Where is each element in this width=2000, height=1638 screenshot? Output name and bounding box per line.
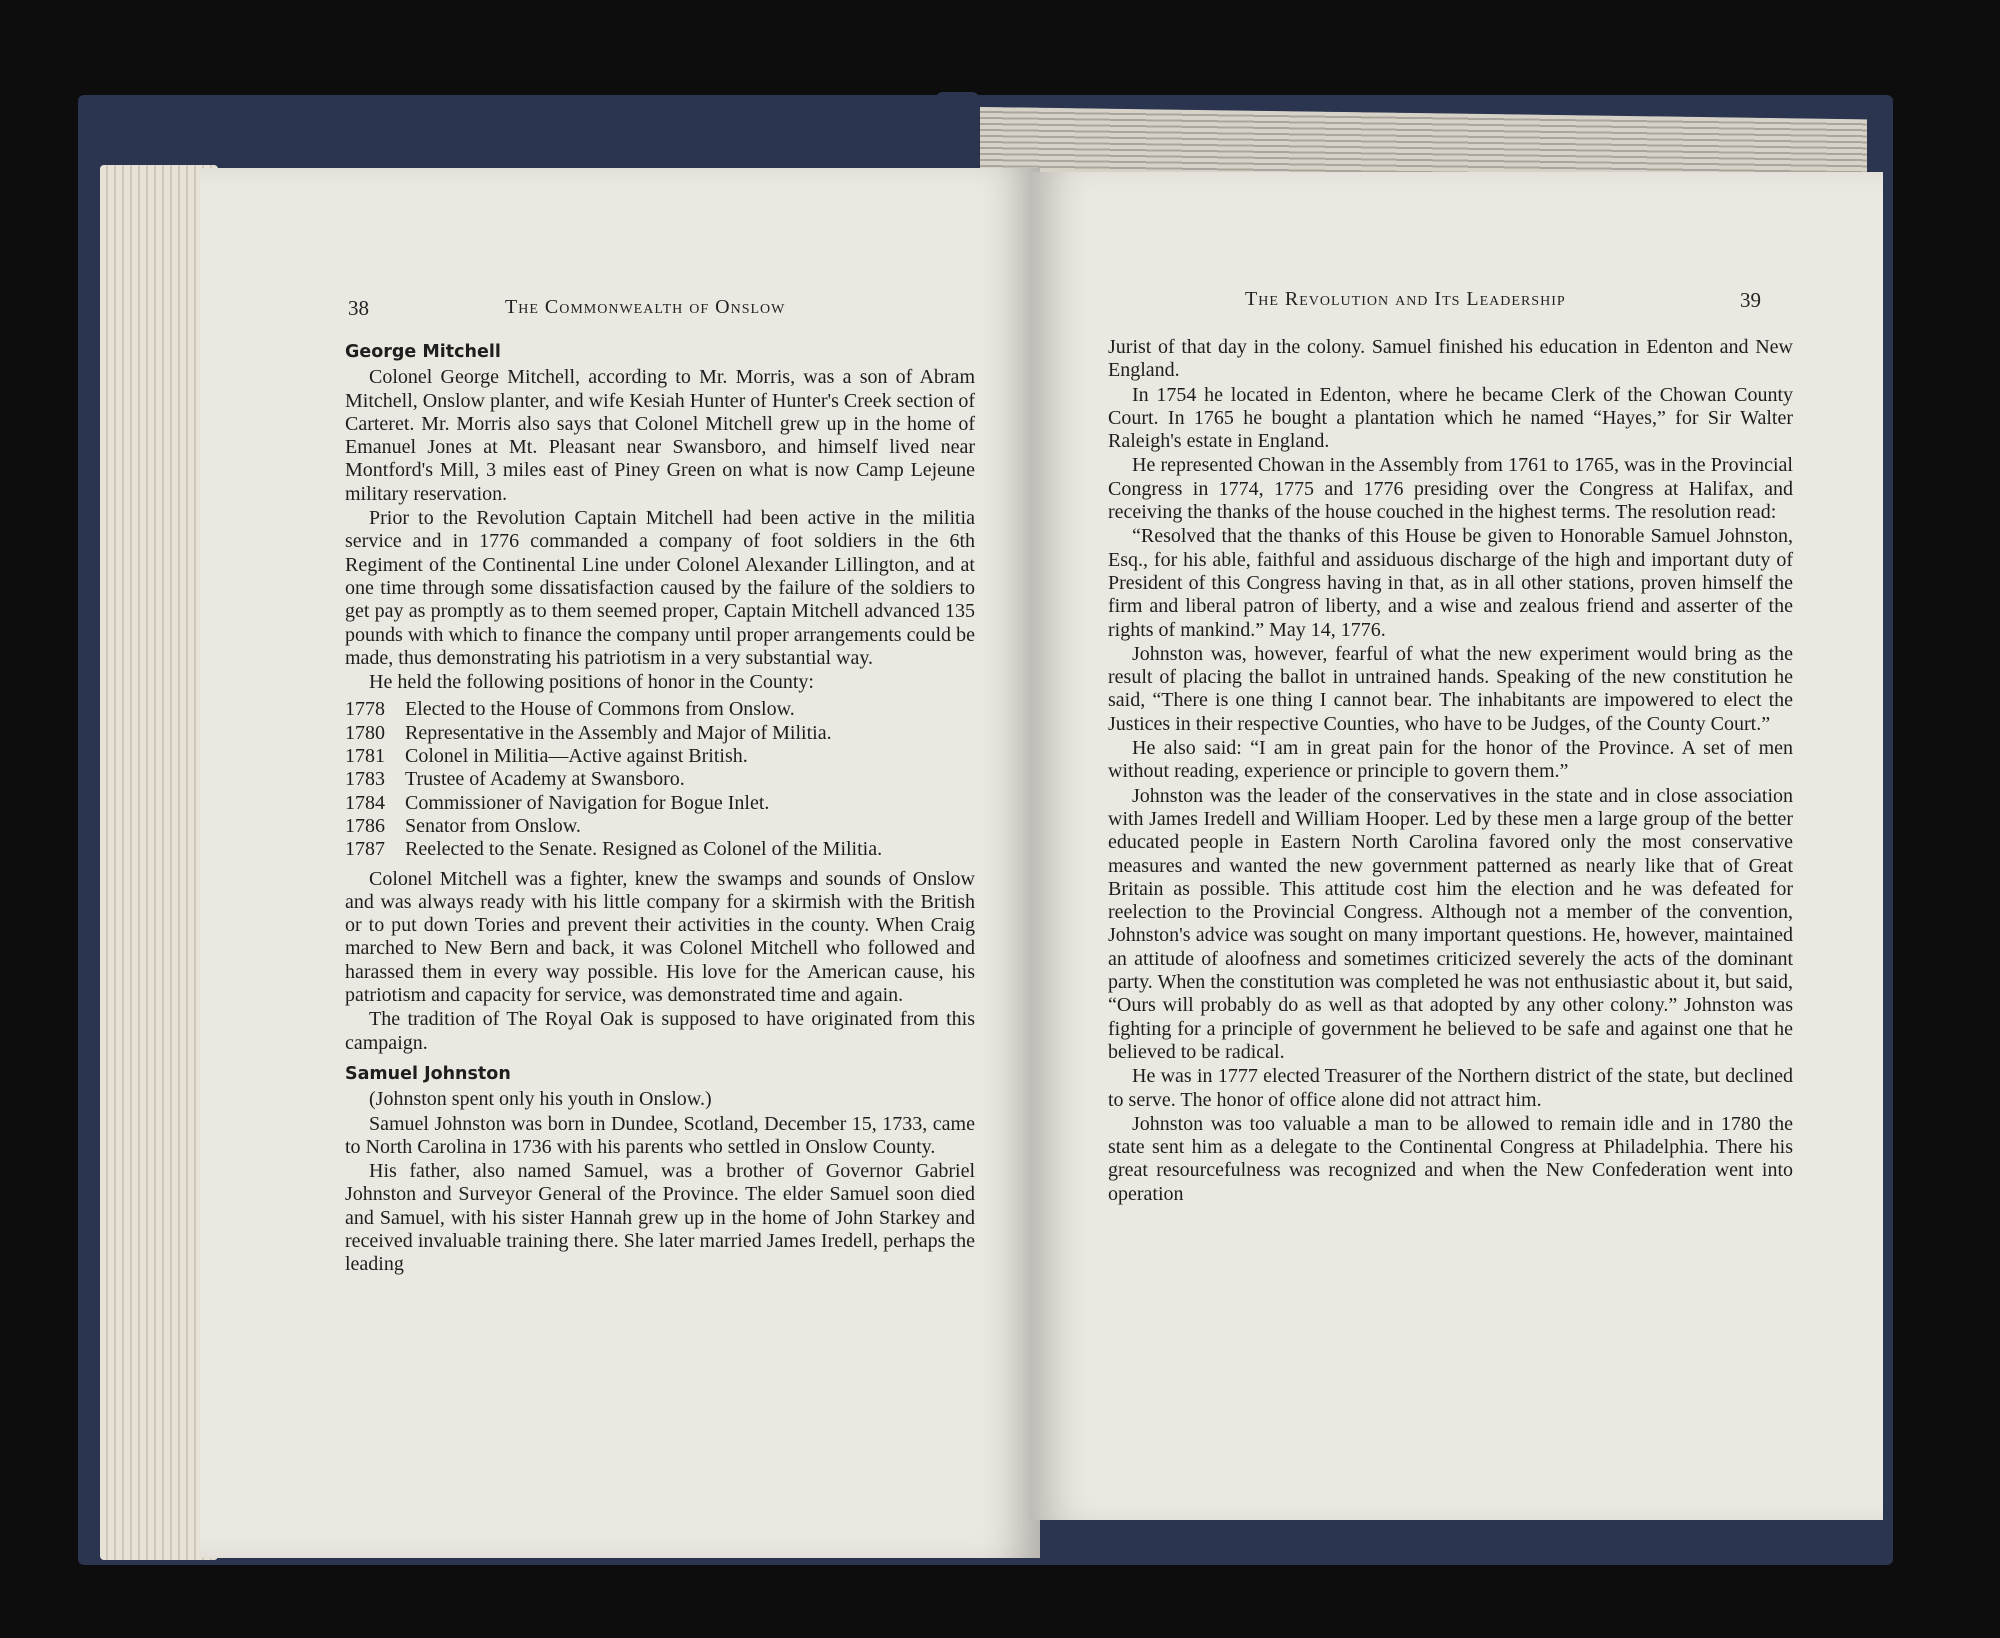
paragraph: The tradition of The Royal Oak is supposed to have originated from this campaign. — [345, 1008, 975, 1054]
paragraph: Johnston was, however, fearful of what the new experiment would bring as the result of placing the ballot in untrained hands. Speaking of the new constitution he said, “There is one thing I cannot bear. The inhabitants are impowered to elect the Justices in their respective Counties, who have to be Judges, of the County Court.” — [1108, 642, 1793, 735]
paragraph: In 1754 he located in Edenton, where he became Clerk of the Chowan County Court. In 1765 he bought a plantation which he named “Hayes,” for Sir Walter Raleigh's estate in England. — [1108, 383, 1793, 453]
paragraph: Samuel Johnston was born in Dundee, Scotland, December 15, 1733, came to North Carolina in 1736 with his parents who settled in Onslow County. — [345, 1112, 975, 1158]
position-year: 1783 — [345, 768, 385, 791]
position-text: Colonel in Militia—Active against British. — [405, 745, 748, 768]
position-year: 1780 — [345, 721, 385, 744]
position-text: Senator from Onslow. — [405, 814, 581, 837]
quotation-paragraph: “Resolved that the thanks of this House be given to Honorable Samuel Johnston, Esq., for his able, faithful and assiduous discharge of the high and important duty of President of this Congress having in that, as in all other stations, proven himself the firm and liberal patron of liberty, and a wise and zealous friend and asserter of the rights of mankind.” May 14, 1776. — [1108, 525, 1793, 641]
position-year: 1778 — [345, 698, 385, 721]
right-page — [1030, 172, 1883, 1520]
running-head-left: The Commonwealth of Onslow — [505, 296, 786, 318]
position-year: 1784 — [345, 791, 385, 814]
list-item — [345, 698, 975, 721]
running-head-right: The Revolution and Its Leadership — [1245, 288, 1566, 310]
list-item — [345, 838, 975, 861]
paragraph: Colonel George Mitchell, according to Mr. Morris, was a son of Abram Mitchell, Onslow planter, and wife Kesiah Hunter of Hunter's Creek section of Carteret. Mr. Morris also says that Colonel Mitchell grew up in the home of Emanuel Jones at Mt. Pleasant near Swansboro, and himself lived near Montford's Mill, 3 miles east of Piney Green on what is now Camp Lejeune military reservation. — [345, 366, 975, 505]
list-item — [345, 745, 975, 768]
paragraph: He also said: “I am in great pain for the honor of the Province. A set of men without reading, experience or principle to govern them.” — [1108, 737, 1793, 783]
page-number-right: 39 — [1740, 288, 1761, 312]
positions-intro: He held the following positions of honor in the County: — [369, 671, 814, 694]
left-page — [200, 168, 1040, 1558]
paragraph: (Johnston spent only his youth in Onslow.) — [369, 1088, 712, 1111]
list-item — [345, 722, 975, 745]
paragraph: He represented Chowan in the Assembly from 1761 to 1765, was in the Provincial Congress in 1774, 1775 and 1776 presiding over the Congress at Halifax, and receiving the thanks of the house couched in the highest terms. The resolution read: — [1108, 454, 1793, 524]
position-text: Representative in the Assembly and Major of Militia. — [405, 721, 832, 744]
position-text: Reelected to the Senate. Resigned as Colonel of the Militia. — [405, 838, 883, 861]
section-heading-george-mitchell: George Mitchell — [345, 342, 501, 362]
paragraph: Jurist of that day in the colony. Samuel finished his education in Edenton and New England. — [1108, 336, 1793, 382]
paragraph: His father, also named Samuel, was a brother of Governor Gabriel Johnston and Surveyor General of the Province. The elder Samuel soon died and Samuel, with his sister Hannah grew up in the home of John Starkey and received invaluable training there. She later married James Iredell, perhaps the leading — [345, 1160, 975, 1276]
position-text: Elected to the House of Commons from Onslow. — [405, 698, 795, 721]
paragraph: Johnston was the leader of the conservatives in the state and in close association with James Iredell and William Hooper. Led by these men a large group of the better educated people in Eastern North Carolina favored only the most conservative measures and wanted the new government patterned as nearly like that of Great Britain as possible. This attitude cost him the election and he was defeated for reelection to the Provincial Congress. Although not a member of the convention, Johnston's advice was sought on many important questions. He, however, maintained an attitude of aloofness and sometimes criticized severely the acts of the dominant party. When the constitution was completed he was not enthusiastic about it, but said, “Ours will probably do as well as that adopted by any other colony.” Johnston was fighting for a principle of government he believed to be safe and against one that he believed to be radical. — [1108, 784, 1793, 1063]
position-year: 1781 — [345, 745, 385, 768]
left-column — [345, 341, 975, 1277]
paragraph: Prior to the Revolution Captain Mitchell had been active in the militia service and in 1776 commanded a company of foot soldiers in the 6th Regiment of the Continental Line under Colonel Alexander Lillington, and at one time through some dissatisfaction caused by the failure of the soldiers to get pay as promptly as to them seemed proper, Captain Mitchell advanced 135 pounds with which to finance the company until proper arrangements could be made, thus demonstrating his patriotism in a very substantial way. — [345, 507, 975, 669]
list-item — [345, 768, 975, 791]
list-item — [345, 792, 975, 815]
paragraph: He was in 1777 elected Treasurer of the Northern district of the state, but declined to serve. The honor of office alone did not attract him. — [1108, 1065, 1793, 1111]
paragraph: Johnston was too valuable a man to be allowed to remain idle and in 1780 the state sent him as a delegate to the Continental Congress at Philadelphia. There his great resourcefulness was recognized and when the New Confederation went into operation — [1108, 1112, 1793, 1205]
position-text: Trustee of Academy at Swansboro. — [405, 768, 685, 791]
right-column — [1108, 336, 1793, 1206]
section-heading-samuel-johnston: Samuel Johnston — [345, 1063, 511, 1084]
paragraph: Colonel Mitchell was a fighter, knew the swamps and sounds of Onslow and was always ready with his little company for a skirmish with the British or to put down Tories and prevent their activities in the county. When Craig marched to New Bern and back, it was Colonel Mitchell who followed and harassed them in every way possible. His love for the American cause, his patriotism and capacity for service, was demonstrated time and again. — [345, 867, 975, 1007]
list-item — [345, 815, 975, 838]
position-text: Commissioner of Navigation for Bogue Inlet. — [405, 791, 770, 814]
position-year: 1787 — [345, 838, 385, 861]
positions-list — [345, 698, 975, 861]
page-number-left: 38 — [348, 296, 369, 320]
position-year: 1786 — [345, 814, 385, 837]
